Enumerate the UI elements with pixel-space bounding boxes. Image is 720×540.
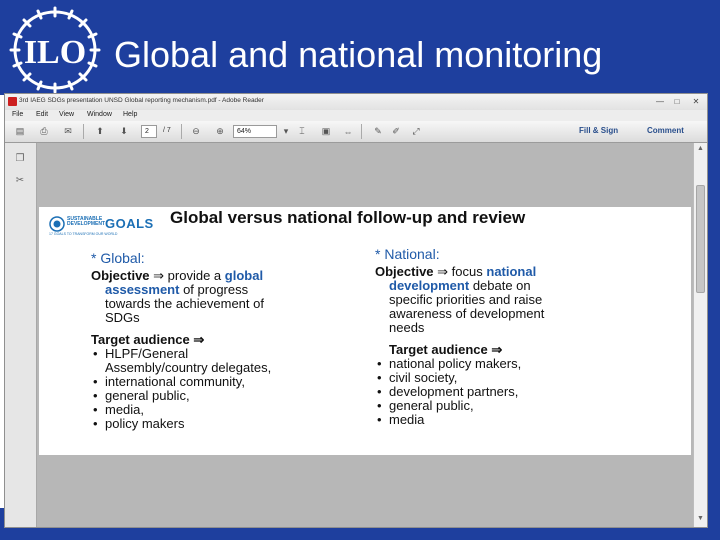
list-item: • general public, xyxy=(375,399,645,413)
window-title: 3rd IAEG SDGs presentation UNSD Global reporting mechanism.pdf - Adobe Reader xyxy=(19,97,264,104)
prev-page-icon[interactable]: ⬆ xyxy=(96,126,104,136)
print-icon[interactable]: ⎙ xyxy=(40,126,48,136)
national-objective-emph2: development xyxy=(389,278,470,293)
window-titlebar[interactable] xyxy=(5,94,707,110)
fit-page-icon[interactable]: ▣ xyxy=(321,126,331,136)
global-target-label: Target audience xyxy=(91,332,190,347)
toolbar-separator xyxy=(83,124,84,139)
national-target-label: Target audience xyxy=(389,342,488,357)
menu-view[interactable]: View xyxy=(59,111,75,118)
pdf-page xyxy=(39,207,691,455)
scrollbar-thumb[interactable] xyxy=(696,185,705,293)
minimize-button[interactable]: — xyxy=(656,97,664,106)
fill-sign-button[interactable]: Fill & Sign xyxy=(579,126,619,135)
arrow-icon: ⇒ xyxy=(437,264,452,279)
list-item: • general public, xyxy=(91,389,361,403)
menu-window[interactable]: Window xyxy=(87,111,112,118)
toolbar-separator xyxy=(181,124,182,139)
adobe-reader-icon xyxy=(8,97,17,106)
list-item: • international community, xyxy=(91,375,361,389)
national-target-audience xyxy=(375,343,645,357)
menu-edit[interactable]: Edit xyxy=(36,111,49,118)
global-objective xyxy=(91,269,361,283)
menu-help[interactable]: Help xyxy=(123,111,138,118)
zoom-out-icon[interactable]: ⊖ xyxy=(192,126,200,136)
ilo-logo-text: ILO xyxy=(23,34,87,71)
list-item: • civil society, xyxy=(375,371,645,385)
global-objective-line3: towards the achievement of xyxy=(105,296,264,311)
global-objective-line4: SDGs xyxy=(105,310,140,325)
list-item: • national policy makers, xyxy=(375,357,645,371)
un-emblem-icon xyxy=(49,216,65,232)
toolbar xyxy=(5,121,707,143)
page-total-label: / 7 xyxy=(163,127,171,134)
global-target-audience xyxy=(91,333,361,347)
global-heading: * Global: xyxy=(91,250,145,266)
pages-thumbnail-icon[interactable]: ❐ xyxy=(15,152,25,164)
highlight-icon[interactable]: ✐ xyxy=(392,126,400,136)
menubar xyxy=(5,110,707,121)
chevron-down-icon[interactable]: ▾ xyxy=(283,126,289,136)
slide-right-strip xyxy=(708,95,720,508)
global-objective-line2 xyxy=(91,283,361,297)
national-column xyxy=(375,247,645,427)
scroll-down-icon[interactable]: ▼ xyxy=(697,515,704,522)
national-objective-text-a: focus xyxy=(451,264,483,279)
sign-icon[interactable]: ✎ xyxy=(374,126,382,136)
page-number-input[interactable]: 2 xyxy=(141,125,157,138)
global-column xyxy=(91,251,361,431)
global-objective-text-d: of progress xyxy=(183,282,249,297)
national-objective xyxy=(375,265,645,279)
comment-button[interactable]: Comment xyxy=(647,126,684,135)
navigation-pane xyxy=(5,143,37,528)
sdg-logo-goals: GOALS xyxy=(105,216,154,231)
slide-title: Global and national monitoring xyxy=(114,34,603,75)
national-objective-emph: national xyxy=(486,264,537,279)
global-objective-text-a: provide a xyxy=(167,268,222,283)
list-item: • HLPF/General xyxy=(91,347,361,361)
maximize-button[interactable]: □ xyxy=(674,97,680,106)
fullscreen-icon[interactable]: ⤢ xyxy=(412,126,420,136)
pdf-title: Global versus national follow-up and review xyxy=(170,208,526,227)
list-item: • media xyxy=(375,413,645,427)
national-objective-line4: awareness of development xyxy=(389,306,545,321)
national-objective-label: Objective xyxy=(375,264,434,279)
email-icon[interactable]: ✉ xyxy=(64,126,72,136)
open-icon[interactable]: ▤ xyxy=(15,126,25,136)
ilo-logo-icon xyxy=(6,6,104,94)
list-item: Assembly/country delegates, xyxy=(105,360,272,375)
national-objective-line3: specific priorities and raise xyxy=(389,292,543,307)
toolbar-separator xyxy=(361,124,362,139)
global-objective-emph2: assessment xyxy=(105,282,180,297)
menu-file[interactable]: File xyxy=(12,111,24,118)
arrow-icon: ⇒ xyxy=(153,268,168,283)
arrow-icon: ⇒ xyxy=(193,332,205,347)
zoom-in-icon[interactable]: ⊕ xyxy=(216,126,224,136)
sdg-tagline: 17 GOALS TO TRANSFORM OUR WORLD xyxy=(49,232,118,236)
select-icon[interactable]: ⌶ xyxy=(299,126,305,136)
zoom-level-select[interactable]: 64% xyxy=(233,125,277,138)
national-heading: * National: xyxy=(375,246,440,262)
fit-width-icon[interactable]: ⇔ xyxy=(343,126,353,137)
scroll-up-icon[interactable]: ▲ xyxy=(697,145,704,152)
global-objective-label: Objective xyxy=(91,268,150,283)
attachments-icon[interactable]: ✂ xyxy=(15,174,25,186)
slide-header xyxy=(0,0,720,95)
close-button[interactable]: ✕ xyxy=(692,97,700,106)
global-objective-emph: global xyxy=(224,268,264,283)
national-objective-line5: needs xyxy=(389,320,425,335)
list-item: • development partners, xyxy=(375,385,645,399)
list-item: • policy makers xyxy=(91,417,361,431)
vertical-scrollbar[interactable] xyxy=(693,143,707,528)
national-objective-line2 xyxy=(375,279,645,293)
next-page-icon[interactable]: ⬇ xyxy=(120,126,128,136)
sdg-logo-small-text: SUSTAINABLE DEVELOPMENT xyxy=(67,216,106,227)
arrow-icon: ⇒ xyxy=(491,342,503,357)
national-objective-text-d: debate on xyxy=(472,278,531,293)
list-item: • media, xyxy=(91,403,361,417)
adobe-reader-window xyxy=(4,93,708,528)
